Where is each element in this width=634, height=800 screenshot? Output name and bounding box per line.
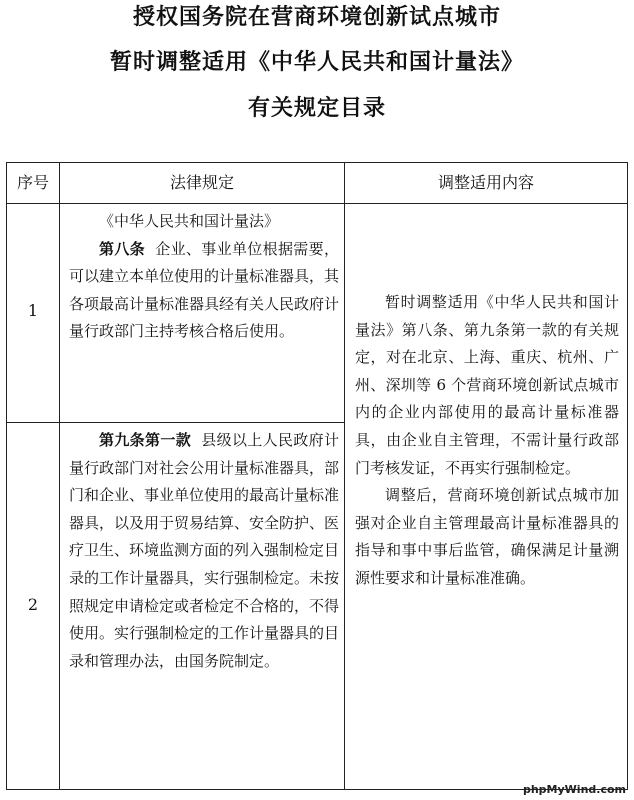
adjustment-cell bbox=[355, 289, 619, 593]
header-adjustment: 调整适用内容 bbox=[437, 173, 534, 192]
article-text-9: 县级以上人民政府计量行政部门对社会公用计量标准器具，部门和企业、事业单位使用的最高计量标准器具，以及用于贸易结算、安全防护、医疗卫生、环境监测方面的列入强制检定目录的工作计量器具，实行强制检定。未按照规定申请检定或者检定不合格的，不得使用。实行强制检定的工作计量器具的目录和管理办法，由国务院制定。 bbox=[69, 431, 340, 670]
regulation-table bbox=[6, 162, 628, 790]
row-index-2: 2 bbox=[27, 595, 39, 614]
column-divider bbox=[59, 163, 60, 789]
law-article-8-paragraph bbox=[69, 236, 339, 346]
article-label-8: 第八条 bbox=[99, 239, 146, 258]
column-divider bbox=[344, 163, 345, 789]
law-cell-1 bbox=[69, 208, 339, 346]
law-article-9-paragraph bbox=[69, 427, 339, 675]
row-index-1: 1 bbox=[27, 301, 39, 320]
document-title-line-3: 有关规定目录 bbox=[247, 96, 386, 121]
article-text-8: 企业、事业单位根据需要，可以建立本单位使用的计量标准器具，其各项最高计量标准器具经有关人民政府计量行政部门主持考核合格后使用。 bbox=[69, 239, 340, 341]
watermark-logo: phpMyWind.com bbox=[522, 783, 626, 796]
law-name: 《中华人民共和国计量法》 bbox=[99, 212, 280, 230]
header-index: 序号 bbox=[16, 173, 49, 192]
law-cell-2 bbox=[69, 427, 339, 675]
adjustment-paragraph-1: 暂时调整适用《中华人民共和国计量法》第八条、第九条第一款的有关规定，对在北京、上海、重庆、杭州、广州、深圳等 6 个营商环境创新试点城市内的企业内部使用的最高计量标准器具，由企业自主管理，不需计量行政部门考核发证，不再实行强制检定。 bbox=[355, 293, 619, 477]
document-title-line-1: 授权国务院在营商环境创新试点城市 bbox=[132, 5, 501, 30]
row-divider bbox=[7, 422, 345, 423]
header-divider bbox=[7, 203, 627, 204]
header-law: 法律规定 bbox=[169, 173, 234, 192]
adjustment-paragraph-2: 调整后，营商环境创新试点城市加强对企业自主管理最高计量标准器具的指导和事中事后监管，确保满足计量溯源性要求和计量标准准确。 bbox=[355, 486, 619, 587]
document-title-line-2: 暂时调整适用《中华人民共和国计量法》 bbox=[109, 50, 524, 75]
article-label-9: 第九条第一款 bbox=[99, 431, 192, 449]
